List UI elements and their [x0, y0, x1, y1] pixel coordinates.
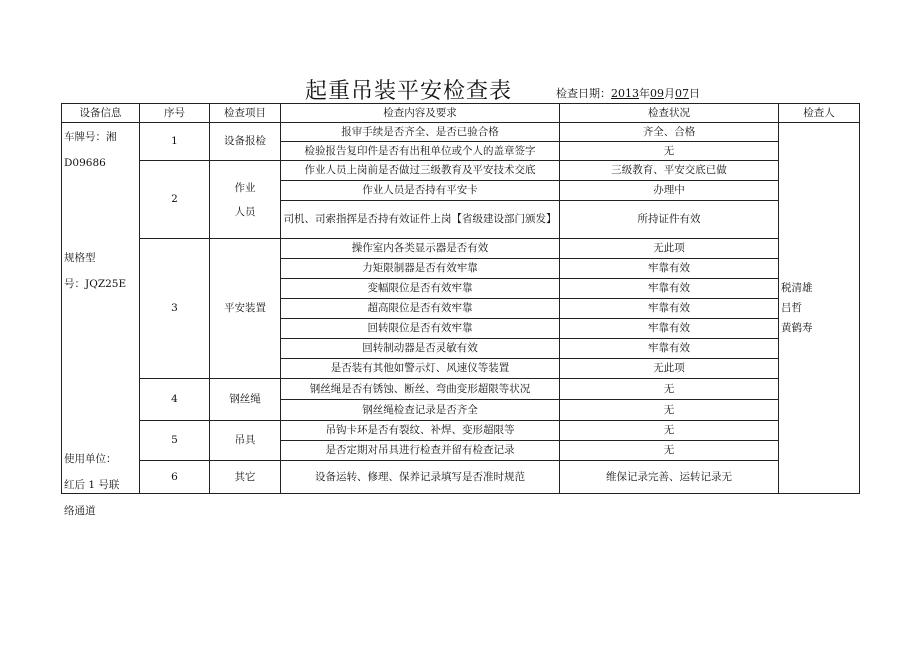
table-row — [62, 239, 860, 259]
date-day: 07 — [675, 87, 689, 100]
content-cell: 操作室内各类显示器是否有效 — [281, 239, 560, 259]
header-row — [62, 104, 860, 123]
table-row — [62, 379, 860, 400]
inspector-name: 黄鹤寿 — [781, 322, 813, 334]
month-unit: 月 — [664, 87, 675, 100]
item-cell: 作业 人员 — [210, 161, 281, 239]
model-info: 规格型 号：JQZ25E — [64, 252, 127, 290]
content-cell: 吊钩卡环是否有裂纹、补焊、变形超限等 — [281, 421, 560, 441]
status-cell: 无此项 — [560, 239, 779, 259]
col-header-equipment: 设备信息 — [62, 104, 140, 123]
status-cell: 牢靠有效 — [560, 259, 779, 279]
status-cell: 牢靠有效 — [560, 299, 779, 319]
date-year: 2013 — [611, 87, 639, 100]
item-cell: 设备报检 — [210, 123, 281, 161]
inspector-cell — [779, 123, 860, 494]
seq-cell: 4 — [140, 379, 210, 421]
inspector-name: 税清雄 — [781, 282, 813, 294]
status-cell: 所持证件有效 — [560, 201, 779, 239]
status-cell: 无此项 — [560, 359, 779, 379]
content-cell: 钢丝绳是否有锈蚀、断丝、弯曲变形超限等状况 — [281, 379, 560, 400]
seq-cell: 3 — [140, 239, 210, 379]
table-row — [62, 461, 860, 494]
table-row — [62, 421, 860, 441]
status-cell: 无 — [560, 400, 779, 421]
content-cell: 报审手续是否齐全、是否已验合格 — [281, 123, 560, 142]
col-header-item: 检查项目 — [210, 104, 281, 123]
col-header-inspector: 检查人 — [779, 104, 860, 123]
content-cell: 钢丝绳检查记录是否齐全 — [281, 400, 560, 421]
unit-info: 使用单位： 红后 1 号联 络通道 — [64, 453, 120, 517]
inspection-date — [556, 85, 700, 101]
col-header-status: 检查状况 — [560, 104, 779, 123]
date-month: 09 — [650, 87, 664, 100]
content-cell: 回转制动器是否灵敏有效 — [281, 339, 560, 359]
status-cell: 无 — [560, 441, 779, 461]
content-cell: 作业人员是否持有平安卡 — [281, 181, 560, 201]
content-cell: 回转限位是否有效牢靠 — [281, 319, 560, 339]
content-cell: 变幅限位是否有效牢靠 — [281, 279, 560, 299]
content-cell: 是否定期对吊具进行检查并留有检查记录 — [281, 441, 560, 461]
status-cell: 维保记录完善、运转记录无 — [560, 461, 779, 494]
day-unit: 日 — [689, 87, 700, 100]
status-cell: 齐全、合格 — [560, 123, 779, 142]
seq-cell: 1 — [140, 123, 210, 161]
seq-cell: 2 — [140, 161, 210, 239]
equipment-info-cell — [62, 123, 140, 517]
table-row — [62, 123, 860, 142]
col-header-seq: 序号 — [140, 104, 210, 123]
item-cell: 吊具 — [210, 421, 281, 461]
seq-cell: 5 — [140, 421, 210, 461]
seq-cell: 6 — [140, 461, 210, 494]
content-cell: 司机、司索指挥是否持有效证件上岗【省级建设部门颁发】 — [281, 201, 560, 239]
page-title: 起重吊装平安检查表 — [305, 79, 513, 104]
status-cell: 牢靠有效 — [560, 319, 779, 339]
status-cell: 无 — [560, 142, 779, 161]
status-cell: 办理中 — [560, 181, 779, 201]
status-cell: 无 — [560, 379, 779, 400]
status-cell: 无 — [560, 421, 779, 441]
date-label: 检查日期： — [556, 87, 611, 100]
status-cell: 三级教育、平安交底已做 — [560, 161, 779, 181]
table-row — [62, 161, 860, 181]
content-cell: 超高限位是否有效牢靠 — [281, 299, 560, 319]
content-cell: 作业人员上岗前是否做过三级教育及平安技术交底 — [281, 161, 560, 181]
item-cell: 钢丝绳 — [210, 379, 281, 421]
status-cell: 牢靠有效 — [560, 279, 779, 299]
content-cell: 检验报告复印件是否有出租单位或个人的盖章签字 — [281, 142, 560, 161]
col-header-content: 检查内容及要求 — [281, 104, 560, 123]
status-cell: 牢靠有效 — [560, 339, 779, 359]
inspector-name: 吕哲 — [781, 302, 802, 314]
item-cell: 其它 — [210, 461, 281, 494]
year-unit: 年 — [639, 87, 650, 100]
item-cell: 平安装置 — [210, 239, 281, 379]
content-cell: 设备运转、修理、保养记录填写是否准时规范 — [281, 461, 560, 494]
inspection-table — [61, 103, 860, 517]
content-cell: 力矩限制器是否有效牢靠 — [281, 259, 560, 279]
content-cell: 是否装有其他如警示灯、风速仪等装置 — [281, 359, 560, 379]
plate-info: 车牌号：湘 D09686 — [64, 131, 117, 169]
